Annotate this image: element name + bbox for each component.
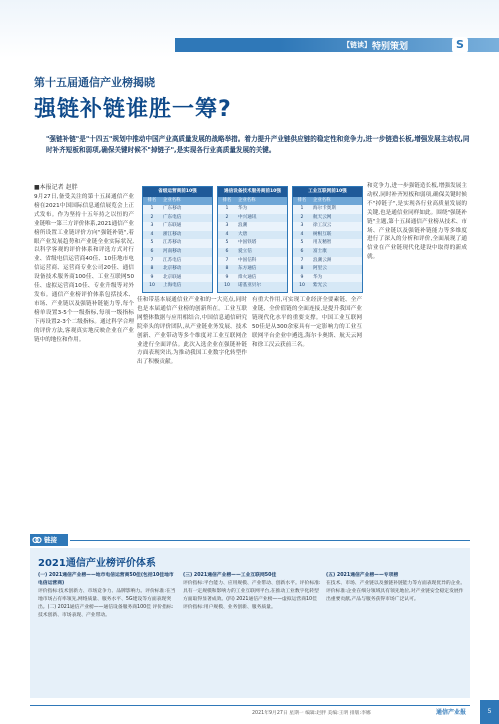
footer-divider (30, 705, 470, 706)
name-cell: 江苏移动 (163, 240, 182, 246)
name-cell: 河南移动 (163, 248, 182, 254)
table-row (218, 205, 287, 214)
rank-cell: 1 (300, 206, 304, 211)
ranking-table-equipment (217, 186, 288, 293)
name-cell: 中国铁塔 (238, 240, 257, 246)
table-row (293, 282, 362, 291)
rank-cell: 1 (150, 206, 154, 211)
sidebar-column-1 (38, 572, 178, 620)
header-rank: 排名 (297, 198, 307, 203)
sidebar-heading: (五) 2021通信产业榜——专项榜 (326, 573, 399, 578)
table-row (218, 222, 287, 231)
table-row (293, 265, 362, 274)
sidebar-column-3 (326, 572, 466, 604)
rank-cell: 5 (300, 240, 304, 246)
table-row (143, 214, 212, 223)
byline-text: ■本报记者 赵胖 (34, 184, 78, 191)
rank-cell: 6 (150, 248, 154, 254)
table-row (293, 231, 362, 240)
table-header (293, 197, 362, 205)
sidebar-text: 在技术、市场、产业链以及强链补链能力等方面表现优异的企业。评价标准:企业在细分领域具有领先地位,对产业链安全稳定发展作出重要贡献,产品与服务获得市场广泛认可。 (326, 581, 466, 602)
publication-logo: 通信产业报 (436, 709, 467, 716)
table-row (218, 265, 287, 274)
ranking-table-industrial-internet (292, 186, 363, 293)
name-cell: 华为 (238, 206, 248, 211)
header-rank: 排名 (222, 198, 232, 203)
section-tag: 【链读】 (343, 41, 371, 49)
table-row (143, 239, 212, 248)
rank-cell: 9 (150, 274, 154, 280)
table-row (143, 205, 212, 214)
table-body (143, 205, 212, 291)
name-cell: 广东电信 (163, 214, 182, 220)
table-title: 工业互联网前10强 (293, 187, 362, 197)
name-cell: 东方通信 (238, 266, 257, 272)
article-column-1: 9月27日,备受关注的第十五届通信产业榜在2021中国国际信息通信展览会上正式发布。作为坚持十五年持之以恒的产业链唯一第三方评价体系,2021通信产业榜所设置工业链评价方向"强链补链",着眼产业发展趋势和产业链全业实际状况,以科学客观的评价体系和评选方式对行业、省级电信运营商40佳、10佳地市电信运营商、运营商专业公司20佳、通信设备技术服务商100佳、工业互联网50佳、虚拟运营商10佳、专业升级等对外发布。通信产业榜评价体系包括技术、市场、产业链以及强链补链能力等,每个榜单设置3-5个一级指标,每项一级指标下再设置2-3个二级指标。通过科学合理的评价方法,客观真实地反映企业在产业链中的地位和作用。 (34, 194, 134, 343)
table-title: 通信设备技术服务商前10强 (218, 187, 287, 197)
header-rank: 排名 (147, 198, 157, 203)
sidebar-heading: (三) 2021通信产业榜——工业互联网50佳 (183, 573, 277, 578)
table-row (293, 257, 362, 266)
name-cell: 江苏电信 (163, 257, 182, 263)
table-row (143, 248, 212, 257)
table-header (143, 197, 212, 205)
sidebar-text: 评价指标:技术创新力、市场竞争力、品牌影响力。评价标准:在当地市场占有率领先,网络质量、服务水平、5G建设等方面表现突出。(二) 2021通信产业榜——通信设备服务商100佳 评价指标:技术创新、市场表现、产业带动。 (38, 589, 176, 618)
table-row (143, 274, 212, 283)
name-cell: 阿里云 (313, 266, 327, 272)
name-cell: 中国信科 (238, 257, 257, 263)
article-lede: "强链补链"是"十四五"规划中推动中国产业高质量发展的战略举措。着力提升产业链供应链的稳定性和竞争力,进一步链造长板,增强发展主动权,同时补齐短板和弱项,确保关键时候不"掉链子",是实现各行业高质量发展的关键。 (46, 135, 470, 154)
evaluation-sidebar (30, 548, 470, 698)
page-number: 5 (480, 700, 499, 724)
table-row (293, 214, 362, 223)
table-row (143, 282, 212, 291)
rank-cell: 2 (225, 214, 229, 220)
table-row (293, 274, 362, 283)
header-name: 企业名称 (163, 198, 181, 203)
table-body (293, 205, 362, 291)
table-row (293, 239, 362, 248)
sidebar-text: 评价指标:平台能力、应用规模、产业带动、创新水平。评价标准:具有一定规模和影响力的工业互联网平台,在推动工业数字化转型方面取得显著成效。(四) 2021通信产业榜——虚拟运营商10佳 评价指标:用户规模、业务创新、服务质量。 (183, 581, 321, 610)
name-cell: 浪潮 (238, 223, 248, 229)
table-row (143, 257, 212, 266)
rank-cell: 2 (150, 214, 154, 220)
header-name: 企业名称 (238, 198, 256, 203)
rank-cell: 5 (225, 240, 229, 246)
name-cell: 广东联通 (163, 223, 182, 229)
table-row (218, 231, 287, 240)
name-cell: 浪潮云洲 (313, 257, 332, 263)
article-kicker: 第十五届通信产业榜揭晓 (34, 76, 155, 89)
link-divider (70, 540, 470, 541)
name-cell: 广东移动 (163, 206, 182, 211)
name-cell: 富士康 (313, 248, 327, 254)
name-cell: 上海电信 (163, 283, 182, 289)
sidebar-column-2 (183, 572, 323, 612)
table-row (143, 222, 212, 231)
table-row (218, 248, 287, 257)
rank-cell: 8 (225, 266, 229, 272)
link-label-text: 链接 (44, 536, 57, 544)
table-row (218, 257, 287, 266)
table-row (218, 282, 287, 291)
rank-cell: 3 (150, 223, 154, 229)
name-cell: 北京联通 (163, 274, 182, 280)
chain-link-icon (32, 535, 42, 545)
table-row (293, 248, 362, 257)
rank-cell: 3 (225, 223, 229, 229)
name-cell: 徐工汉云 (313, 223, 332, 229)
rank-cell: 4 (225, 231, 229, 237)
name-cell: 用友精智 (313, 240, 332, 246)
table-row (143, 231, 212, 240)
section-badge: S (452, 37, 468, 53)
name-cell: 北京移动 (163, 266, 182, 272)
rank-cell: 2 (300, 214, 304, 220)
rank-cell: 10 (224, 283, 230, 289)
name-cell: 诺基亚贝尔 (238, 283, 261, 289)
sidebar-heading: (一) 2021通信产业榜——地市电信运营商50佳(包括10佳地市电信运营商) (38, 573, 174, 586)
link-section-header (30, 534, 470, 546)
rank-cell: 6 (300, 248, 304, 254)
name-cell: 浙江移动 (163, 231, 182, 237)
section-title: 特别策划 (372, 42, 409, 52)
name-cell: 大唐 (238, 231, 248, 237)
table-row (218, 239, 287, 248)
table-title: 省级运营商前10强 (143, 187, 212, 197)
table-header (218, 197, 287, 205)
article-byline (34, 182, 78, 191)
name-cell: 烽火通信 (238, 274, 257, 280)
name-cell: 紫光云 (313, 283, 327, 289)
table-body (218, 205, 287, 291)
name-cell: 树根互联 (313, 231, 332, 237)
ranking-table-provincial (142, 186, 213, 293)
rank-cell: 10 (149, 283, 155, 289)
rank-cell: 8 (300, 266, 304, 272)
rank-cell: 6 (225, 248, 229, 254)
table-row (293, 205, 362, 214)
article-column-2: 佳和带基本展通信业产业和的一大亮点,同时也是本届通信产业榜的创新所在。工业互联网整体数据与应用相结合,中国信息通信研究院牵头的评价团队,从产业链业务发展、技术创新、产业带动等多个维度对工业互联网企业进行全面评估。此次入选企业在强链补链方面表现突出,为推动我国工业数字化转型作出了积极贡献。 (137, 297, 247, 366)
rank-cell: 7 (300, 257, 304, 263)
rank-cell: 9 (300, 274, 304, 280)
header-name: 企业名称 (313, 198, 331, 203)
name-cell: 航天云网 (313, 214, 332, 220)
table-row (218, 274, 287, 283)
article-headline: 强链补链谁胜一筹? (34, 97, 232, 122)
rank-cell: 3 (300, 223, 304, 229)
name-cell: 华为 (313, 274, 323, 280)
sidebar-title: 2021通信产业榜评价体系 (38, 558, 156, 569)
rank-cell: 1 (225, 206, 229, 211)
table-row (143, 265, 212, 274)
rank-cell: 10 (299, 283, 305, 289)
article-column-3: 有重大作用,可实现工业经济全要素链、全产业链、全价值链的全面连接,是提升我国产业链现代化水平的重要支撑。中国工业互联网50佳是从300余家具有一定影响力的工业互联网平台企业中遴选,海尔卡奥斯、航天云网和徐工汉云获前三名。 (252, 297, 362, 348)
article-column-4: 和竞争力,进一步强链造长板,增强发展主动权,同时补齐短板和弱项,确保关键时候不"掉链子",是实现各行业高质量发展的关键,也是通信业同样如此。围绕"强链补链"主题,第十五届通信产业榜从技术、市场、产业链以及强链补链能力等多维度进行了深入的分析和评价,全面展现了通信业在产业链现代化建设中取得的新成就。 (367, 183, 467, 261)
footer-credits: 2021年9月27日 星期一 编辑:赵胖 美编:王明 排版:李娜 (252, 711, 371, 716)
rank-cell: 5 (150, 240, 154, 246)
rank-cell: 7 (225, 257, 229, 263)
table-row (218, 214, 287, 223)
rank-cell: 8 (150, 266, 154, 272)
table-row (293, 222, 362, 231)
rank-cell: 9 (225, 274, 229, 280)
ranking-tables (142, 186, 364, 293)
name-cell: 中兴通讯 (238, 214, 257, 220)
name-cell: 海尔卡奥斯 (313, 206, 336, 211)
rank-cell: 4 (150, 231, 154, 237)
rank-cell: 4 (300, 231, 304, 237)
name-cell: 爱立信 (238, 248, 252, 254)
rank-cell: 7 (150, 257, 154, 263)
link-label (30, 534, 68, 546)
